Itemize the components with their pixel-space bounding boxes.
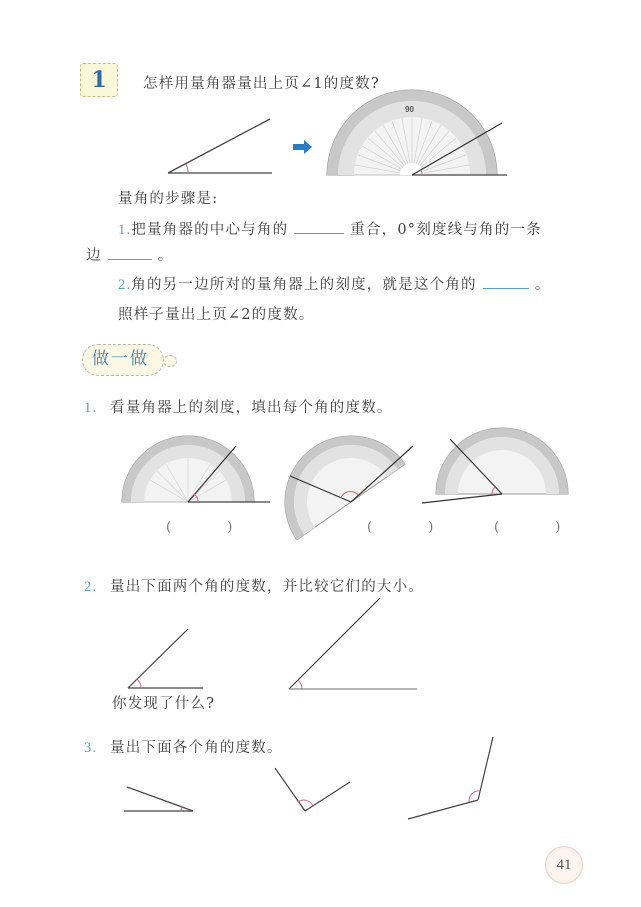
svg-text:90: 90 xyxy=(405,105,414,114)
answer-blank-1[interactable]: ( ) xyxy=(166,520,259,535)
question-3: 3. 量出下面各个角的度数。 xyxy=(84,740,283,756)
step-1: 1.把量角器的中心与角的 重合，0°刻度线与角的一条 xyxy=(118,222,542,238)
question-1: 1. 看量角器上的刻度，填出每个角的度数。 xyxy=(84,400,393,416)
practice-prompt: 照样子量出上页∠2的度数。 xyxy=(118,307,315,323)
answer-blank-2[interactable]: ( ) xyxy=(367,520,460,535)
answer-blank-3[interactable]: ( ) xyxy=(494,520,587,535)
example-number: 1 xyxy=(91,67,107,93)
question-2: 2. 量出下面两个角的度数，并比较它们的大小。 xyxy=(84,579,424,595)
q2-followup: 你发现了什么? xyxy=(112,696,216,712)
example-question: 怎样用量角器量出上页∠1的度数? xyxy=(143,76,380,92)
steps-title: 量角的步骤是: xyxy=(118,191,219,207)
activity-title: 做一做 xyxy=(92,349,149,369)
step-1-continued: 边 。 xyxy=(86,248,174,264)
step-2: 2.角的另一边所对的量角器上的刻度，就是这个角的 。 xyxy=(118,277,551,293)
page-number: 41 xyxy=(556,857,572,873)
page-number-badge xyxy=(545,846,583,884)
